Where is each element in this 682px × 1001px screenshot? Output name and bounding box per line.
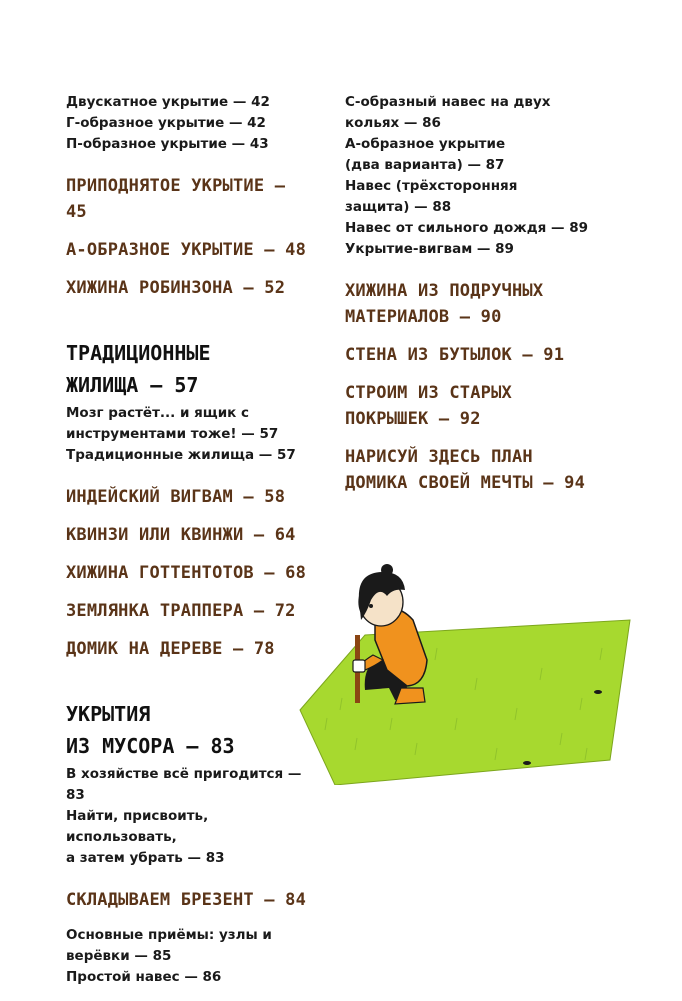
toc-item[interactable]: защита) — 88 <box>345 199 452 215</box>
toc-section[interactable]: ПРИПОДНЯТОЕ УКРЫТИЕ — 45 <box>66 176 286 222</box>
toc-item[interactable]: Традиционные жилища — 57 <box>66 447 296 463</box>
toc-item[interactable]: Основные приёмы: узлы и <box>66 927 272 943</box>
chapter-title[interactable]: УКРЫТИЯ <box>66 702 151 726</box>
child-digging-on-grass-icon <box>295 560 640 785</box>
toc-item[interactable]: инструментами тоже! — 57 <box>66 426 279 442</box>
toc-section[interactable]: ХИЖИНА ИЗ ПОДРУЧНЫХ <box>345 281 544 301</box>
toc-section[interactable]: ДОМИК НА ДЕРЕВЕ — 78 <box>66 639 275 659</box>
toc-item[interactable]: а затем убрать — 83 <box>66 850 225 866</box>
toc-item[interactable]: Мозг растёт... и ящик с <box>66 405 250 421</box>
toc-item[interactable]: Навес от сильного дождя — 89 <box>345 220 588 236</box>
toc-section[interactable]: ХИЖИНА РОБИНЗОНА — 52 <box>66 278 286 298</box>
toc-section[interactable]: ПОКРЫШЕК — 92 <box>345 409 481 429</box>
toc-item[interactable]: Двускатное укрытие — 42 <box>66 94 270 110</box>
toc-item[interactable]: П-образное укрытие — 43 <box>66 136 269 152</box>
toc-section[interactable]: МАТЕРИАЛОВ — 90 <box>345 307 502 327</box>
toc-item[interactable]: Простой навес — 86 <box>66 969 222 985</box>
toc-item[interactable]: верёвки — 85 <box>66 948 172 964</box>
toc-item[interactable]: Найти, присвоить, использовать, <box>66 808 209 845</box>
toc-section[interactable]: СКЛАДЫВАЕМ БРЕЗЕНТ — 84 <box>66 890 307 910</box>
chapter-title[interactable]: ЖИЛИЩА — 57 <box>66 373 199 397</box>
toc-section[interactable]: ИНДЕЙСКИЙ ВИГВАМ — 58 <box>66 487 286 507</box>
toc-item[interactable]: Навес (трёхсторонняя <box>345 178 518 194</box>
toc-section[interactable]: СТРОИМ ИЗ СТАРЫХ <box>345 383 512 403</box>
toc-item[interactable]: (два варианта) — 87 <box>345 157 505 173</box>
toc-item[interactable]: А-образное укрытие <box>345 136 506 152</box>
chapter-title[interactable]: ИЗ МУСОРА — 83 <box>66 734 235 758</box>
chapter-title[interactable]: ТРАДИЦИОННЫЕ <box>66 341 211 365</box>
toc-item[interactable]: Г-образное укрытие — 42 <box>66 115 266 131</box>
toc-section[interactable]: НАРИСУЙ ЗДЕСЬ ПЛАН <box>345 447 533 467</box>
right-column <box>345 92 615 496</box>
toc-section[interactable]: ЗЕМЛЯНКА ТРАППЕРА — 72 <box>66 601 296 621</box>
left-column <box>66 92 316 988</box>
toc-item[interactable]: Укрытие-вигвам — 89 <box>345 241 514 257</box>
toc-item[interactable]: кольях — 86 <box>345 115 441 131</box>
toc-section[interactable]: СТЕНА ИЗ БУТЫЛОК — 91 <box>345 345 565 365</box>
toc-section[interactable]: КВИНЗИ ИЛИ КВИНЖИ — 64 <box>66 525 296 545</box>
toc-section[interactable]: ДОМИКА СВОЕЙ МЕЧТЫ — 94 <box>345 473 586 493</box>
toc-item[interactable]: В хозяйстве всё пригодится — 83 <box>66 766 302 803</box>
toc-item[interactable]: С-образный навес на двух <box>345 94 551 110</box>
toc-section[interactable]: ХИЖИНА ГОТТЕНТОТОВ — 68 <box>66 563 307 583</box>
toc-section[interactable]: А-ОБРАЗНОЕ УКРЫТИЕ — 48 <box>66 240 307 260</box>
